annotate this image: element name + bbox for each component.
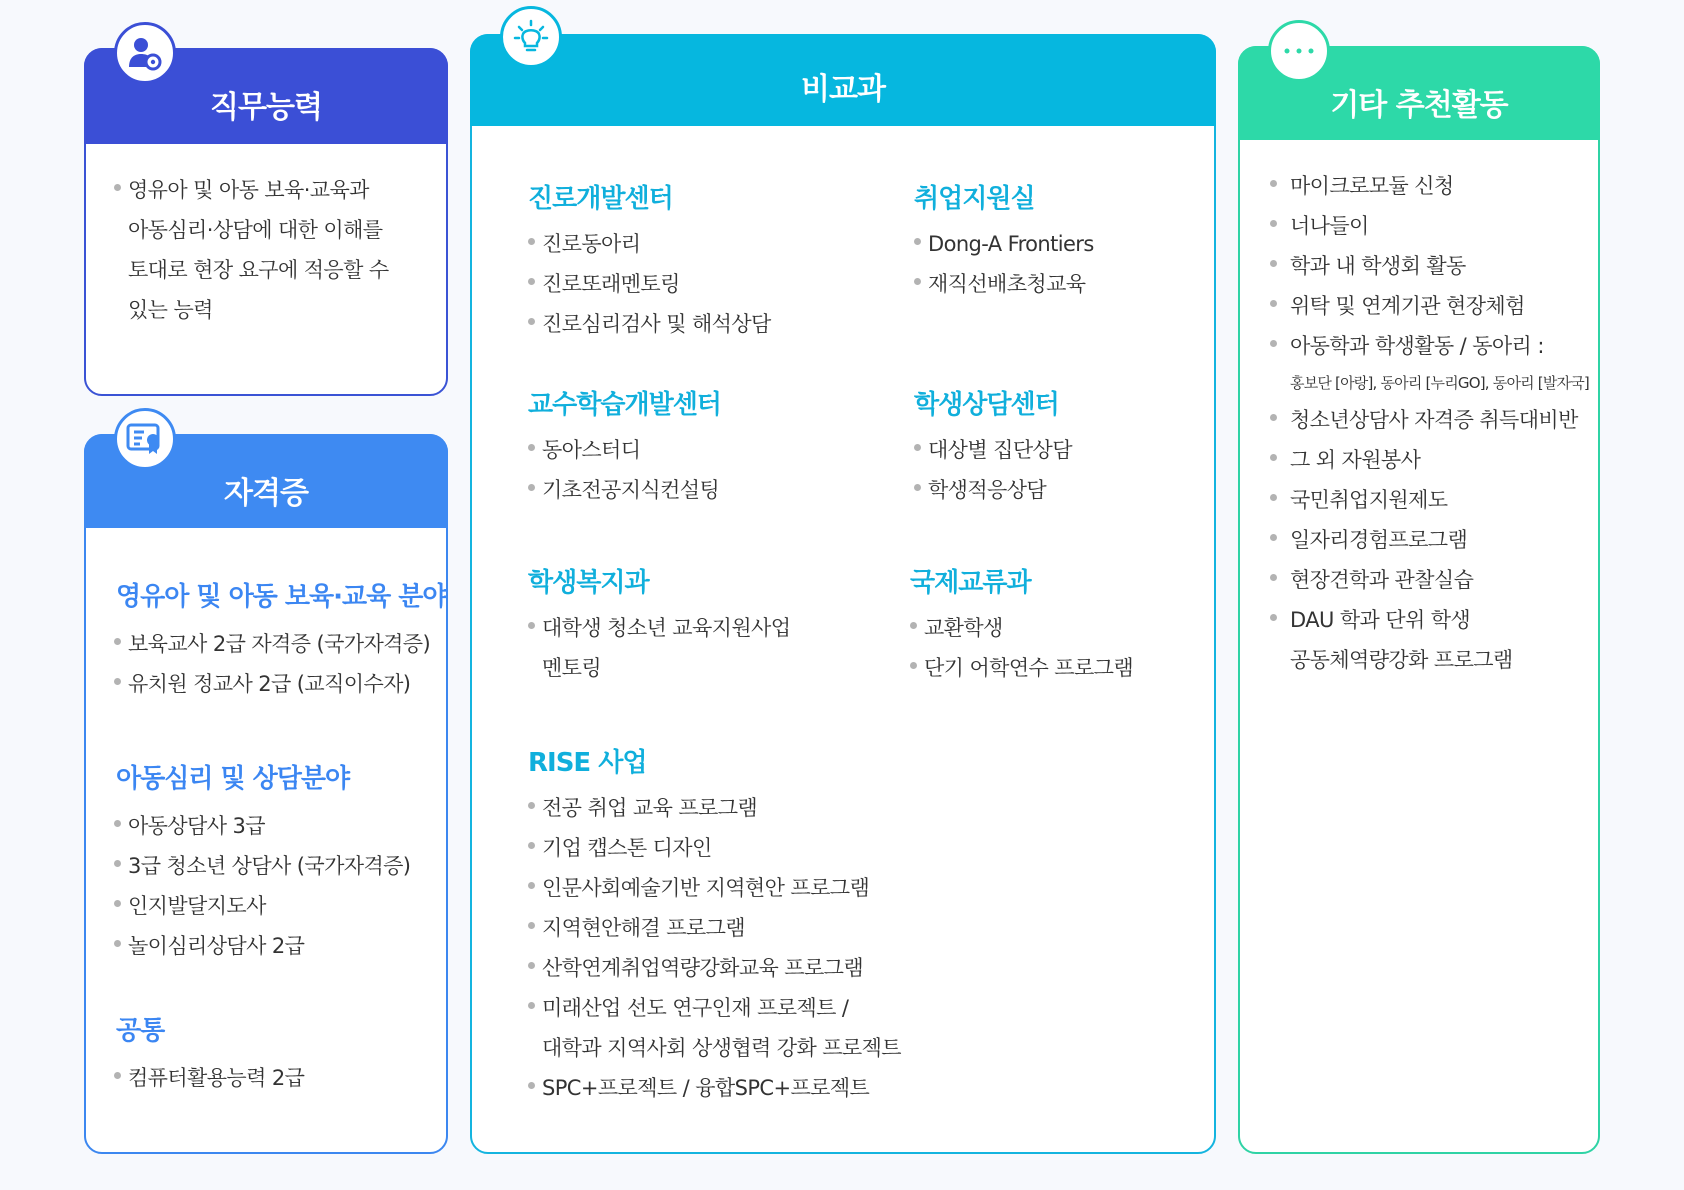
other-activities-list: [1270, 166, 1589, 680]
list-item: SPC+프로젝트 / 융합SPC+프로젝트: [528, 1068, 901, 1108]
extra-section-list: [528, 788, 901, 1108]
list-item: 재직선배초청교육: [914, 264, 1094, 304]
cert-section-title: 영유아 및 아동 보육·교육 분야: [116, 582, 447, 612]
list-item: DAU 학과 단위 학생: [1270, 600, 1589, 640]
list-item: 3급 청소년 상담사 (국가자격증): [114, 846, 410, 886]
extracurricular-badge: [500, 6, 562, 68]
job-skill-badge: [114, 22, 176, 84]
list-item: 위탁 및 연계기관 현장체험: [1270, 286, 1589, 326]
certificate-title: 자격증: [224, 476, 308, 511]
extracurricular-card: [470, 34, 1216, 1154]
list-item: 일자리경험프로그램: [1270, 520, 1589, 560]
extra-section-title: 진로개발센터: [528, 184, 673, 214]
list-item: 있는 능력: [128, 298, 213, 322]
certificate-card: [84, 434, 448, 1154]
certificate-icon: [126, 422, 164, 456]
job-skill-list: [114, 170, 389, 330]
extra-section-list: [914, 224, 1094, 304]
extra-section-title: 학생복지과: [528, 568, 649, 598]
list-item: Dong-A Frontiers: [914, 224, 1094, 264]
extracurricular-title: 비교과: [801, 72, 885, 107]
extra-section-list: [528, 608, 790, 688]
list-item: 청소년상담사 자격증 취득대비반: [1270, 400, 1589, 440]
list-item: 아동학과 학생활동 / 동아리 :: [1270, 326, 1589, 366]
list-item: 진로동아리: [528, 224, 771, 264]
list-item: 교환학생: [910, 608, 1133, 648]
extra-section-title: 취업지원실: [914, 184, 1035, 214]
list-item: 인문사회예술기반 지역현안 프로그램: [528, 868, 901, 908]
job-skill-title: 직무능력: [210, 90, 322, 125]
extra-section-list: [910, 608, 1133, 688]
job-skill-card: [84, 48, 448, 396]
other-activities-title: 기타 추천활동: [1330, 88, 1508, 123]
extra-section-title: 학생상담센터: [914, 390, 1059, 420]
cert-section-list: [114, 624, 430, 704]
list-item: 미래산업 선도 연구인재 프로젝트 /: [528, 988, 901, 1028]
list-item: 유치원 정교사 2급 (교직이수자): [114, 664, 430, 704]
list-item: 국민취업지원제도: [1270, 480, 1589, 520]
list-item: 산학연계취업역량강화교육 프로그램: [528, 948, 901, 988]
list-item: 단기 어학연수 프로그램: [910, 648, 1133, 688]
list-item: 대학생 청소년 교육지원사업: [528, 608, 790, 648]
list-item: 영유아 및 아동 보육·교육과: [114, 170, 389, 210]
list-item: 진로심리검사 및 해석상담: [528, 304, 771, 344]
more-dots-icon: [1282, 46, 1316, 56]
cert-section-title: 아동심리 및 상담분야: [116, 764, 350, 794]
extra-section-list: [914, 430, 1072, 510]
list-item: 공동체역량강화 프로그램: [1290, 648, 1513, 672]
list-item: 현장견학과 관찰실습: [1270, 560, 1589, 600]
list-item: 마이크로모듈 신청: [1270, 166, 1589, 206]
extra-section-list: [528, 430, 719, 510]
list-item: 그 외 자원봉사: [1270, 440, 1589, 480]
extra-section-title: 국제교류과: [910, 568, 1031, 598]
list-item: 기업 캡스톤 디자인: [528, 828, 901, 868]
list-item: 놀이심리상담사 2급: [114, 926, 410, 966]
list-item: 토대로 현장 요구에 적응할 수: [128, 258, 389, 282]
list-item: 멘토링: [542, 656, 602, 680]
user-gear-icon: [127, 35, 163, 71]
list-item: 아동심리·상담에 대한 이해를: [128, 218, 383, 242]
cert-section-list: [114, 806, 410, 966]
list-item: 너나들이: [1270, 206, 1589, 246]
cert-section-title: 공통: [116, 1016, 165, 1046]
list-item: 학생적응상담: [914, 470, 1072, 510]
list-item: 대상별 집단상담: [914, 430, 1072, 470]
cert-section-list: [114, 1058, 304, 1098]
extra-section-title: RISE 사업: [528, 748, 647, 778]
extracurricular-header: [470, 34, 1216, 126]
list-item: 컴퓨터활용능력 2급: [114, 1058, 304, 1098]
certificate-badge: [114, 408, 176, 470]
extra-section-title: 교수학습개발센터: [528, 390, 721, 420]
list-item: 대학과 지역사회 상생협력 강화 프로젝트: [542, 1036, 901, 1060]
list-item: 홍보단 [아랑], 동아리 [누리GO], 동아리 [발자국]: [1290, 374, 1589, 392]
list-item: 지역현안해결 프로그램: [528, 908, 901, 948]
list-item: 인지발달지도사: [114, 886, 410, 926]
list-item: 학과 내 학생회 활동: [1270, 246, 1589, 286]
list-item: 아동상담사 3급: [114, 806, 410, 846]
list-item: 동아스터디: [528, 430, 719, 470]
list-item: 기초전공지식컨설팅: [528, 470, 719, 510]
list-item: 진로또래멘토링: [528, 264, 771, 304]
list-item: 전공 취업 교육 프로그램: [528, 788, 901, 828]
list-item: 보육교사 2급 자격증 (국가자격증): [114, 624, 430, 664]
lightbulb-icon: [513, 19, 549, 55]
other-activities-badge: [1268, 20, 1330, 82]
other-activities-card: [1238, 46, 1600, 1154]
extra-section-list: [528, 224, 771, 344]
